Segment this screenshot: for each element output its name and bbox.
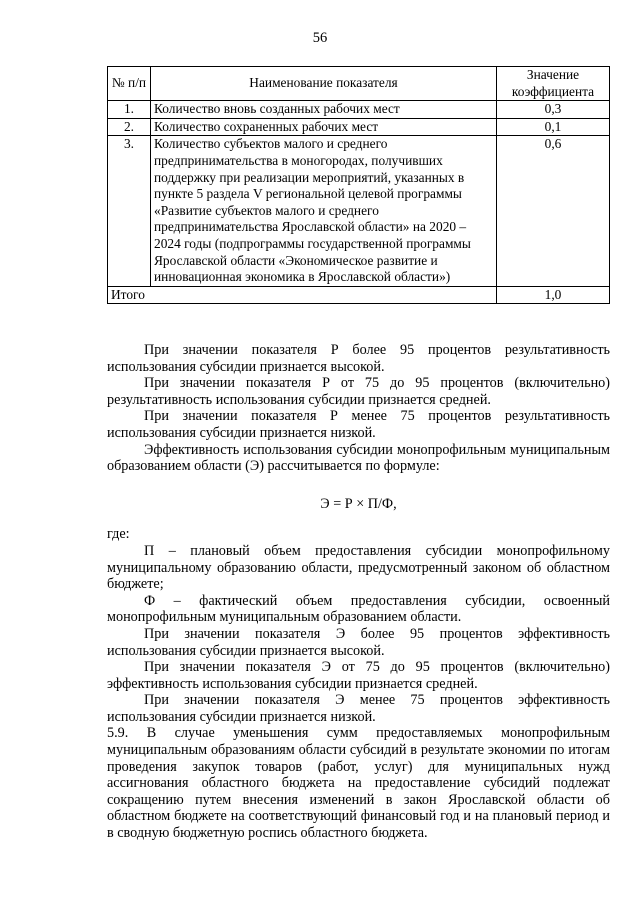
row-num: 3.	[108, 136, 151, 286]
table-header-row	[108, 67, 610, 101]
paragraph-eff-low: При значении показателя Э менее 75 процентов эффективность использования субсидии признается низкой.	[107, 692, 610, 725]
row-value: 0,1	[497, 118, 610, 136]
paragraph-result-low: При значении показателя Р менее 75 процентов результативность использования субсидии признается низкой.	[107, 408, 610, 441]
total-value: 1,0	[497, 286, 610, 304]
row-value: 0,6	[497, 136, 610, 286]
header-name: Наименование показателя	[151, 67, 497, 101]
paragraph-result-high: При значении показателя Р более 95 процентов результативность использования субсидии признается высокой.	[107, 342, 610, 375]
row-num: 1.	[108, 101, 151, 119]
indicators-table	[107, 66, 610, 304]
row-name: Количество вновь созданных рабочих мест	[151, 101, 497, 119]
paragraph-5-9: 5.9. В случае уменьшения сумм предоставляемых монопрофильным муниципальным образованиям области субсидий в результате экономии по итогам проведения закупок товаров (работ, услуг) для муниципальных нужд ассигнования областного бюджета на предоставление субсидий подлежат сокращению путем внесения изменений в закон Ярославской области об областном бюджете на соответствующий финансовый год и на плановый период и в сводную бюджетную роспись областного бюджета.	[107, 725, 610, 842]
body-text	[107, 342, 610, 842]
row-name: Количество сохраненных рабочих мест	[151, 118, 497, 136]
where-label: где:	[107, 526, 130, 543]
formula: Э = Р × П/Ф,	[320, 495, 397, 512]
row-value: 0,3	[497, 101, 610, 119]
total-label: Итого	[108, 286, 497, 304]
paragraph-def-p: П – плановый объем предоставления субсидии монопрофильному муниципальному образованию области, предусмотренный законом об областном бюджете;	[107, 542, 610, 593]
paragraph-def-f: Ф – фактический объем предоставления субсидии, освоенный монопрофильным муниципальным образованием области.	[107, 592, 610, 626]
header-num: № п/п	[108, 67, 151, 101]
table-row	[108, 136, 610, 286]
row-num: 2.	[108, 118, 151, 136]
table-row	[108, 101, 610, 119]
row-name: Количество субъектов малого и среднего предпринимательства в моногородах, получивших поддержку при реализации мероприятий, указанных в пункте 5 раздела V региональной целевой программы «Развитие субъектов малого и среднего предпринимательства Ярославской области» на 2020 – 2024 годы (подпрограммы государственной программы Ярославской области «Экономическое развитие и инновационная экономика в Ярославской области»)	[151, 136, 497, 286]
paragraph-efficiency-intro: Эффективность использования субсидии монопрофильным муниципальным образованием области (Э) рассчитывается по формуле:	[107, 441, 610, 475]
table-row	[108, 118, 610, 136]
paragraph-result-medium: При значении показателя Р от 75 до 95 процентов (включительно) результативность использования субсидии признается средней.	[107, 375, 610, 408]
paragraph-eff-high: При значении показателя Э более 95 процентов эффективность использования субсидии признается высокой.	[107, 625, 610, 659]
table-total-row	[108, 286, 610, 304]
page-number: 56	[312, 30, 328, 46]
paragraph-eff-medium: При значении показателя Э от 75 до 95 процентов (включительно) эффективность использования субсидии признается средней.	[107, 659, 610, 692]
header-value: Значение коэффициента	[497, 67, 610, 101]
